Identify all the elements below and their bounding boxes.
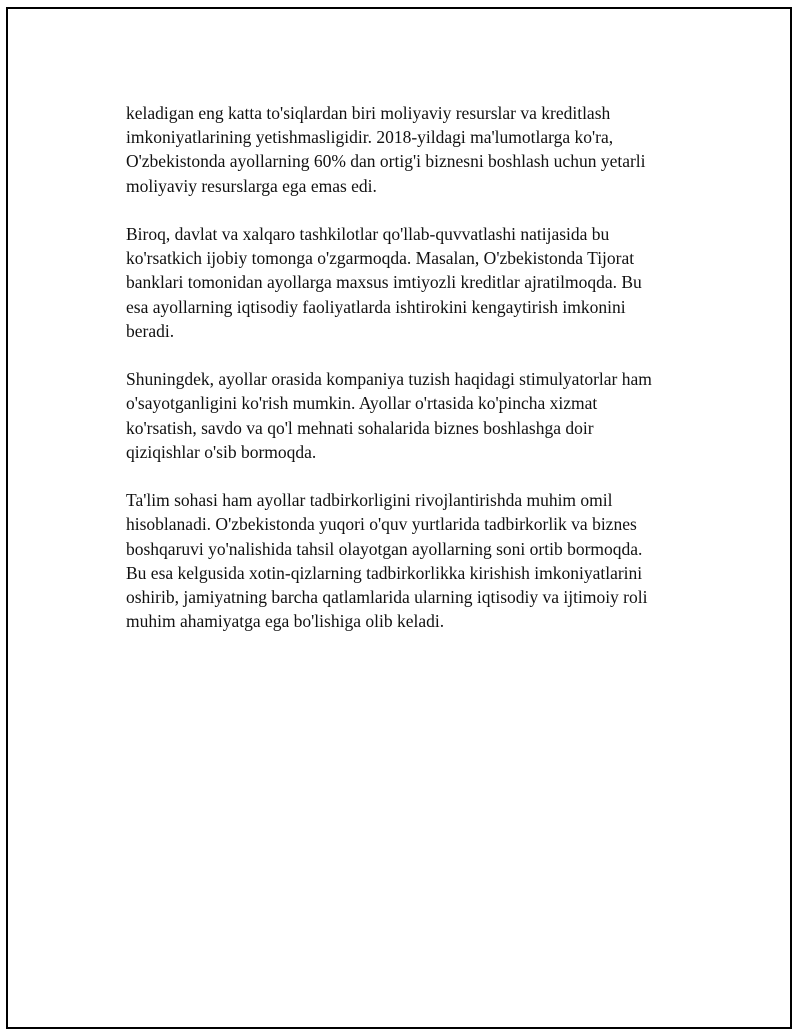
text-line: esa ayollarning iqtisodiy faoliyatlarda ishtirokini kengaytirish imkonini bbox=[126, 296, 626, 317]
text-line: Ta'lim sohasi ham ayollar tadbirkorligini rivojlantirishda muhim omil bbox=[126, 490, 613, 511]
paragraph bbox=[126, 101, 686, 198]
text-line: qiziqishlar o'sib bormoqda. bbox=[126, 441, 317, 462]
text-line: Biroq, davlat va xalqaro tashkilotlar qo'llab-quvvatlashi natijasida bu bbox=[126, 224, 610, 244]
text-line: o'sayotganligini ko'rish mumkin. Ayollar o'rtasida ko'pincha xizmat bbox=[126, 393, 598, 414]
text-line: O'zbekistonda ayollarning 60% dan ortig'i biznesni boshlash uchun yetarli bbox=[126, 151, 646, 172]
text-line: muhim ahamiyatga ega bo'lishiga olib keladi. bbox=[126, 611, 445, 632]
text-line: boshqaruvi yo'nalishida tahsil olayotgan ayollarning soni ortib bormoqda. bbox=[126, 538, 643, 559]
text-line: oshirib, jamiyatning barcha qatlamlarida ularning iqtisodiy va ijtimoiy roli bbox=[126, 587, 648, 608]
text-line: ko'rsatkich ijobiy tomonga o'zgarmoqda. Masalan, O'zbekistonda Tijorat bbox=[126, 248, 635, 269]
paragraph bbox=[126, 367, 686, 464]
document-body bbox=[126, 101, 686, 658]
page-frame bbox=[6, 7, 792, 1029]
paragraph bbox=[126, 222, 686, 343]
text-line: Shuningdek, ayollar orasida kompaniya tuzish haqidagi stimulyatorlar ham bbox=[126, 369, 652, 390]
text-line: Bu esa kelgusida xotin-qizlarning tadbirkorlikka kirishish imkoniyatlarini bbox=[126, 562, 643, 583]
text-line: banklari tomonidan ayollarga maxsus imtiyozli kreditlar ajratilmoqda. Bu bbox=[126, 272, 642, 293]
text-line: ko'rsatish, savdo va qo'l mehnati sohalarida biznes boshlashga doir bbox=[126, 417, 594, 438]
text-line: beradi. bbox=[126, 320, 175, 341]
text-line: hisoblanadi. O'zbekistonda yuqori o'quv yurtlarida tadbirkorlik va biznes bbox=[126, 514, 637, 535]
text-line: keladigan eng katta to'siqlardan biri moliyaviy resurslar va kreditlash bbox=[126, 103, 611, 123]
text-line: imkoniyatlarining yetishmasligidir. 2018-yildagi ma'lumotlarga ko'ra, bbox=[126, 127, 614, 148]
paragraph bbox=[126, 488, 686, 633]
text-line: moliyaviy resurslarga ega emas edi. bbox=[126, 175, 377, 196]
